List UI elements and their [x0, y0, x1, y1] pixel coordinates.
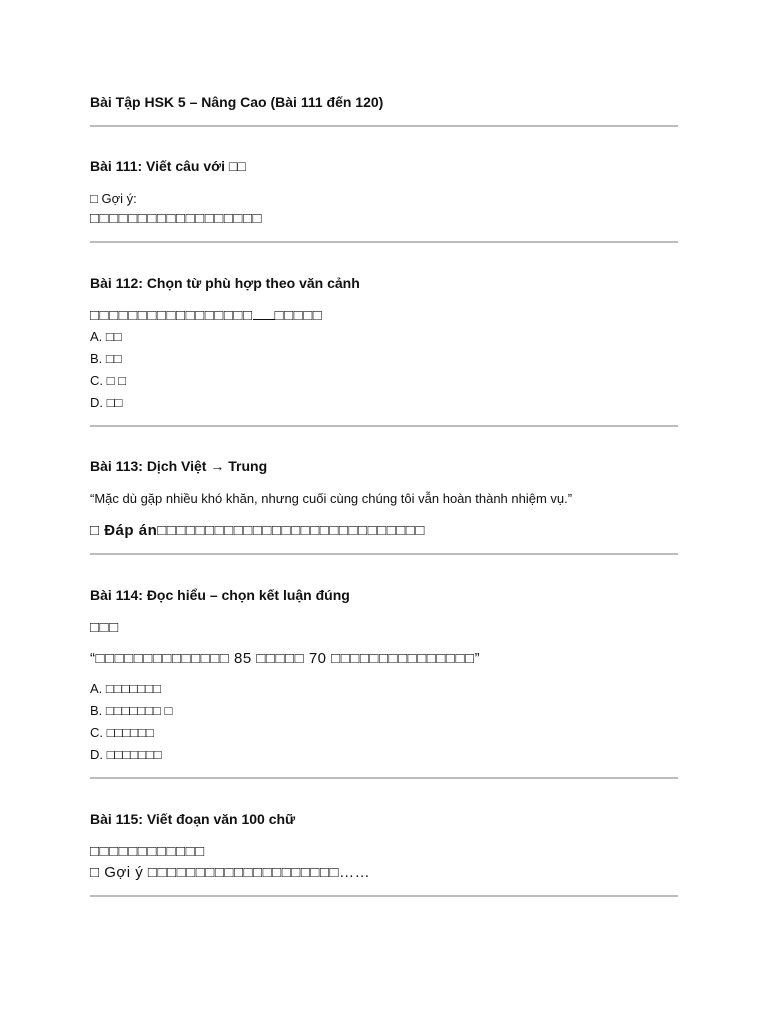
section-114-heading: Bài 114: Đọc hiểu – chọn kết luận đúng — [90, 587, 350, 603]
divider — [90, 241, 678, 243]
section-111-hint-text: □□□□□□□□□□□□□□□□□□ — [90, 210, 263, 227]
answer-text: □□□□□□□□□□□□□□□□□□□□□□□□□□□□ — [157, 522, 425, 539]
question-part-2: □□□□□ — [274, 307, 323, 324]
section-115-hint: □ Gợi ý □□□□□□□□□□□□□□□□□□□□…… — [90, 864, 371, 881]
section-113-heading: Bài 113: Dịch Việt → Trung — [90, 458, 268, 474]
section-112-option-b: B. □□ — [90, 351, 122, 366]
section-114-option-b: B. □□□□□□□ □ — [90, 703, 173, 718]
section-111-heading: Bài 111: Viết câu với □□ — [90, 158, 246, 174]
divider — [90, 777, 678, 779]
section-114-option-d: D. □□□□□□□ — [90, 747, 162, 762]
section-113-source-sentence: “Mặc dù gặp nhiều khó khăn, nhưng cuối cùng chúng tôi vẫn hoàn thành nhiệm vụ.” — [90, 491, 573, 506]
section-112-question — [90, 307, 322, 324]
section-113-answer — [90, 522, 425, 539]
divider — [90, 125, 678, 127]
divider — [90, 553, 678, 555]
section-114-passage: “□□□□□□□□□□□□□□ 85 □□□□□ 70 □□□□□□□□□□□□□□□” — [90, 650, 481, 667]
section-114-option-c: C. □□□□□□ — [90, 725, 154, 740]
section-114-option-a: A. □□□□□□□ — [90, 681, 161, 696]
section-115-prompt: □□□□□□□□□□□□ — [90, 843, 205, 860]
section-115-heading: Bài 115: Viết đoạn văn 100 chữ — [90, 811, 296, 827]
divider — [90, 425, 678, 427]
document-title: Bài Tập HSK 5 – Nâng Cao (Bài 111 đến 120) — [90, 94, 384, 110]
question-part-1: □□□□□□□□□□□□□□□□□ — [90, 307, 253, 324]
section-114-passage-label: □□□ — [90, 619, 119, 636]
fill-blank — [253, 308, 275, 320]
section-112-heading: Bài 112: Chọn từ phù hợp theo văn cảnh — [90, 275, 360, 291]
divider — [90, 895, 678, 897]
section-112-option-a: A. □□ — [90, 329, 122, 344]
answer-label: □ Đáp án — [90, 522, 158, 539]
section-112-option-d: D. □□ — [90, 395, 123, 410]
section-112-option-c: C. □ □ — [90, 373, 126, 388]
section-111-hint-label: □ Gợi ý: — [90, 191, 137, 206]
